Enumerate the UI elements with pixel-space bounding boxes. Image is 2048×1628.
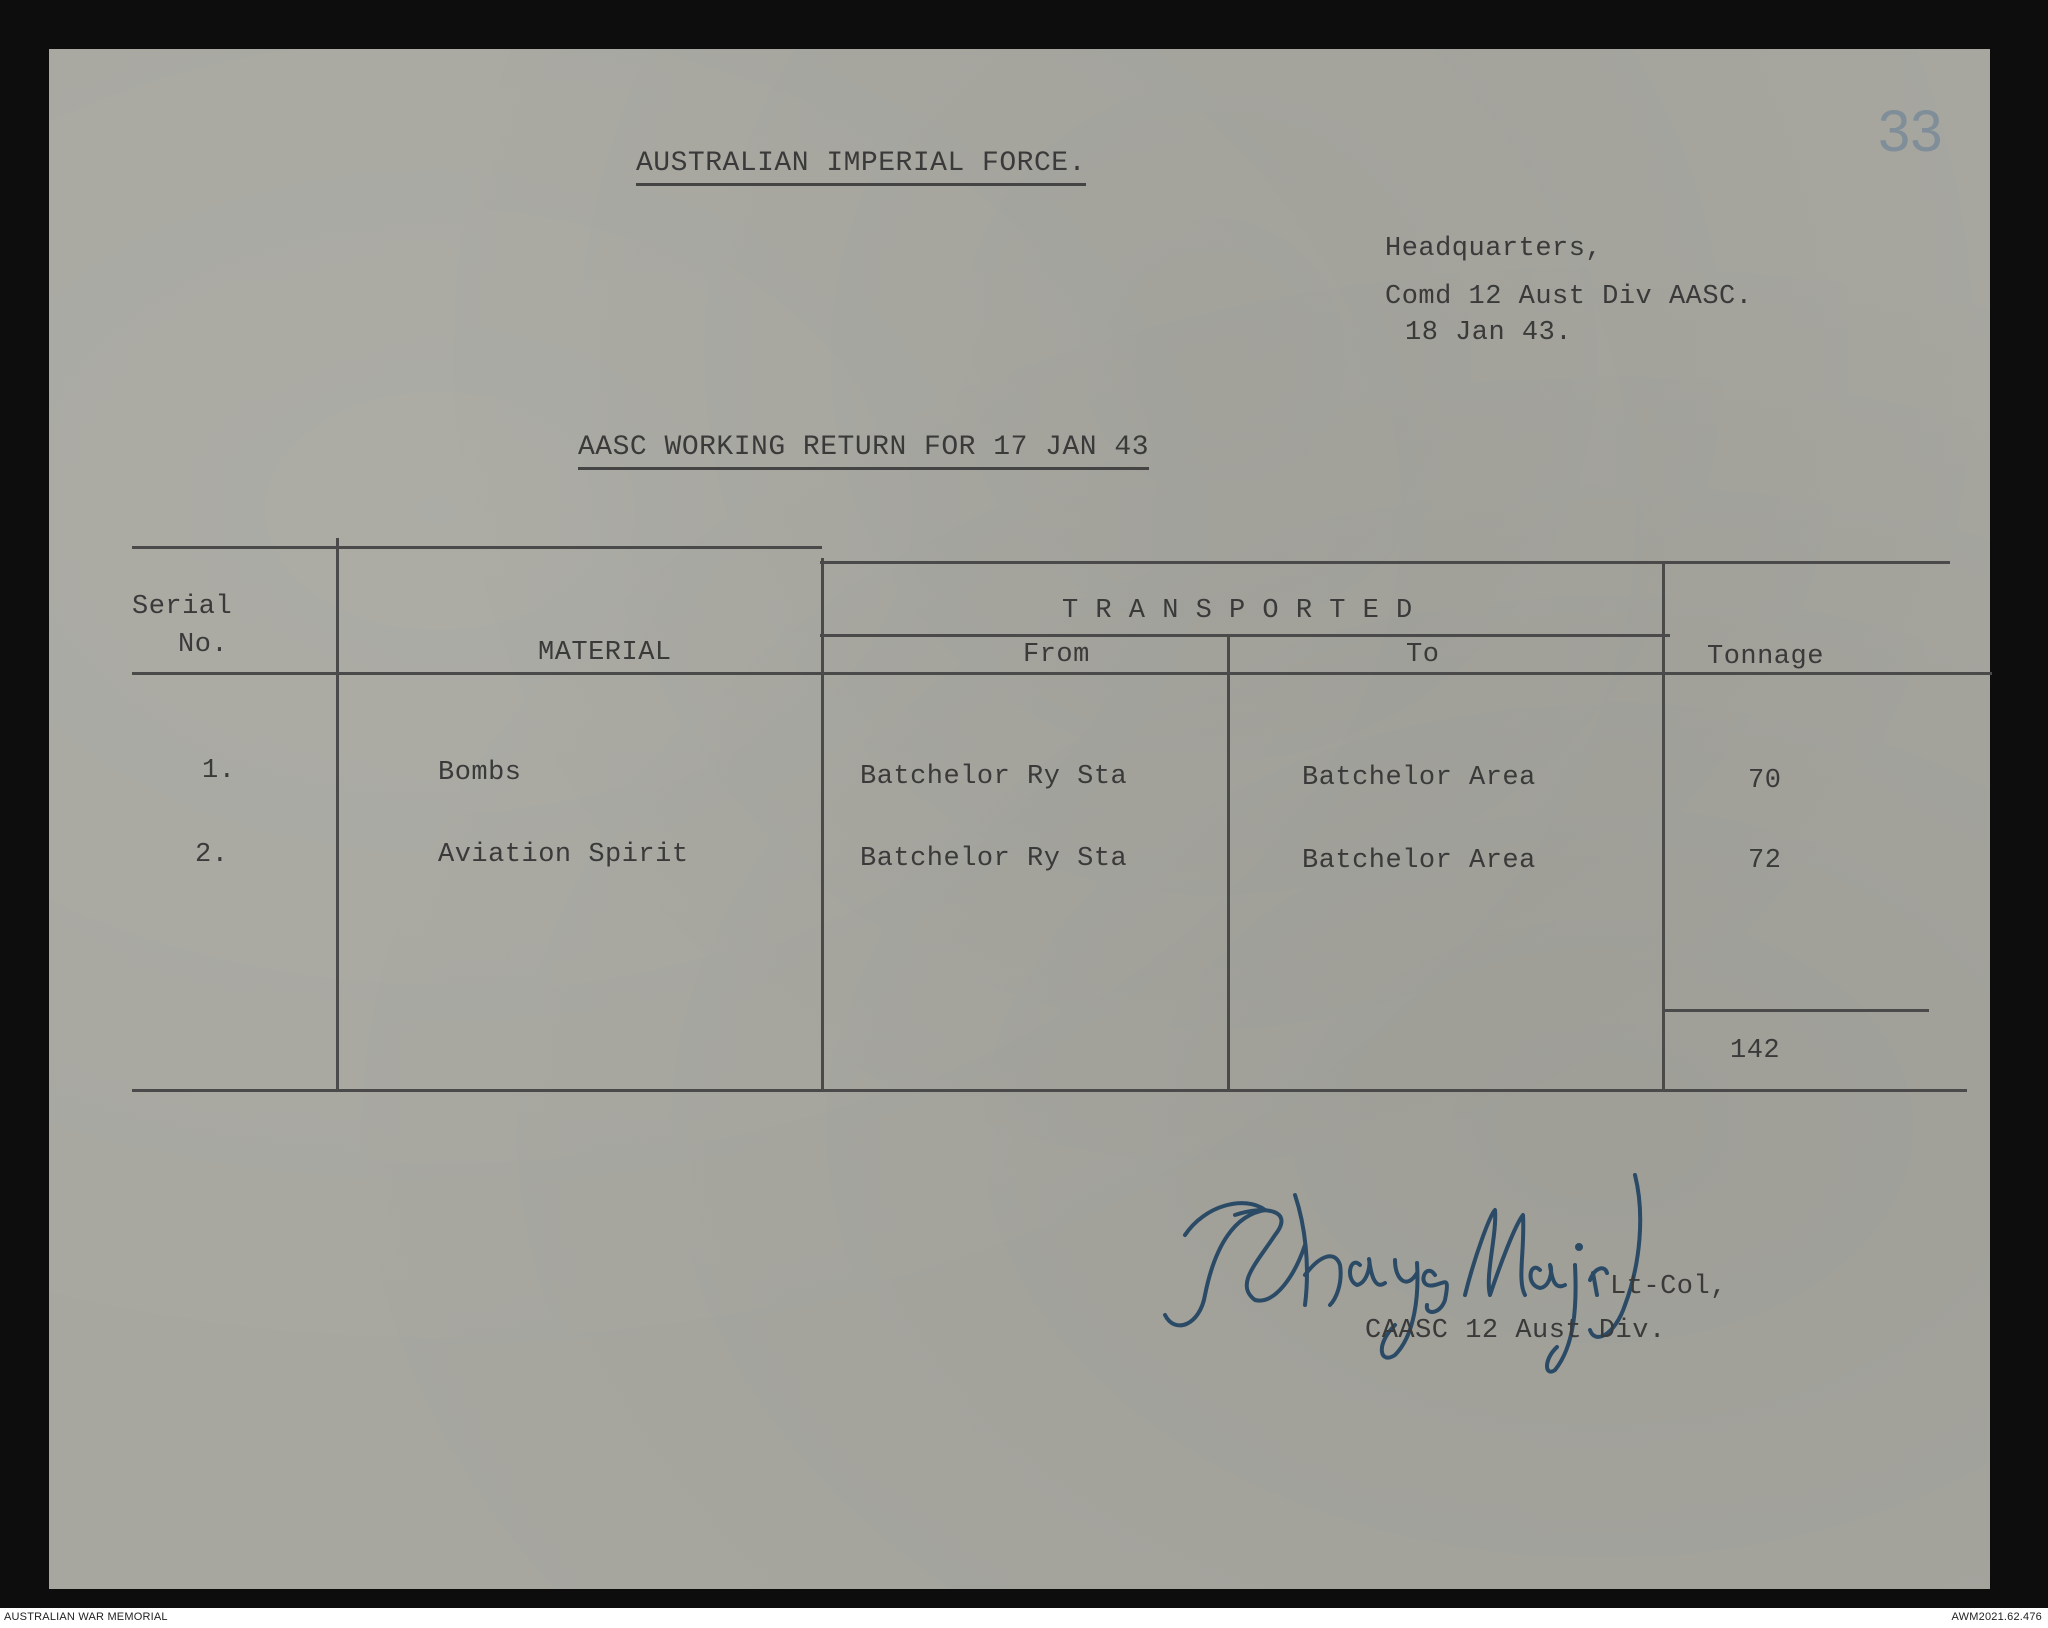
footer-source: AUSTRALIAN WAR MEMORIAL — [4, 1611, 168, 1623]
row-1-from: Batchelor Ry Sta — [860, 762, 1128, 792]
footer-strip — [0, 1608, 2048, 1628]
row-2-serial: 2. — [195, 840, 229, 870]
row-2-from: Batchelor Ry Sta — [860, 844, 1128, 874]
header-transported: T R A N S P O R T E D — [1062, 596, 1413, 626]
signatory-rank: Lt-Col, — [1610, 1272, 1727, 1302]
table-top-rule — [132, 546, 822, 549]
transported-underline — [820, 634, 1670, 637]
subtotal-rule — [1665, 1009, 1929, 1012]
row-1-material: Bombs — [438, 758, 522, 788]
column-divider-4 — [1662, 562, 1665, 1092]
handwritten-signature — [1145, 1155, 1705, 1385]
header-from: From — [1023, 640, 1090, 670]
footer-reference: AWM2021.62.476 — [1951, 1611, 2042, 1623]
header-to: To — [1406, 640, 1440, 670]
return-title: AASC WORKING RETURN FOR 17 JAN 43 — [578, 432, 1149, 470]
header-material: MATERIAL — [538, 638, 672, 668]
row-1-tonnage: 70 — [1748, 766, 1782, 796]
row-2-tonnage: 72 — [1748, 846, 1782, 876]
address-line-2: Comd 12 Aust Div AASC. — [1385, 282, 1753, 312]
row-2-to: Batchelor Area — [1302, 846, 1536, 876]
row-1-to: Batchelor Area — [1302, 763, 1536, 793]
document-date: 18 Jan 43. — [1405, 318, 1573, 348]
table-bottom-rule — [132, 1089, 1967, 1092]
table-top-rule-right — [820, 561, 1950, 564]
document-heading: AUSTRALIAN IMPERIAL FORCE. — [636, 148, 1086, 186]
row-2-material: Aviation Spirit — [438, 840, 689, 870]
page-number: 33 — [1878, 99, 1943, 164]
signatory-appointment: CAASC 12 Aust Div. — [1365, 1316, 1666, 1346]
header-serial-no: No. — [178, 630, 229, 660]
row-1-serial: 1. — [202, 756, 236, 786]
column-divider-1 — [336, 538, 339, 1090]
column-divider-3 — [1227, 634, 1230, 1091]
header-serial: Serial — [132, 592, 233, 622]
total-tonnage: 142 — [1730, 1036, 1781, 1066]
address-line-1: Headquarters, — [1385, 234, 1603, 264]
column-divider-2 — [821, 558, 824, 1091]
header-bottom-rule — [132, 672, 1992, 675]
header-tonnage: Tonnage — [1707, 642, 1824, 672]
